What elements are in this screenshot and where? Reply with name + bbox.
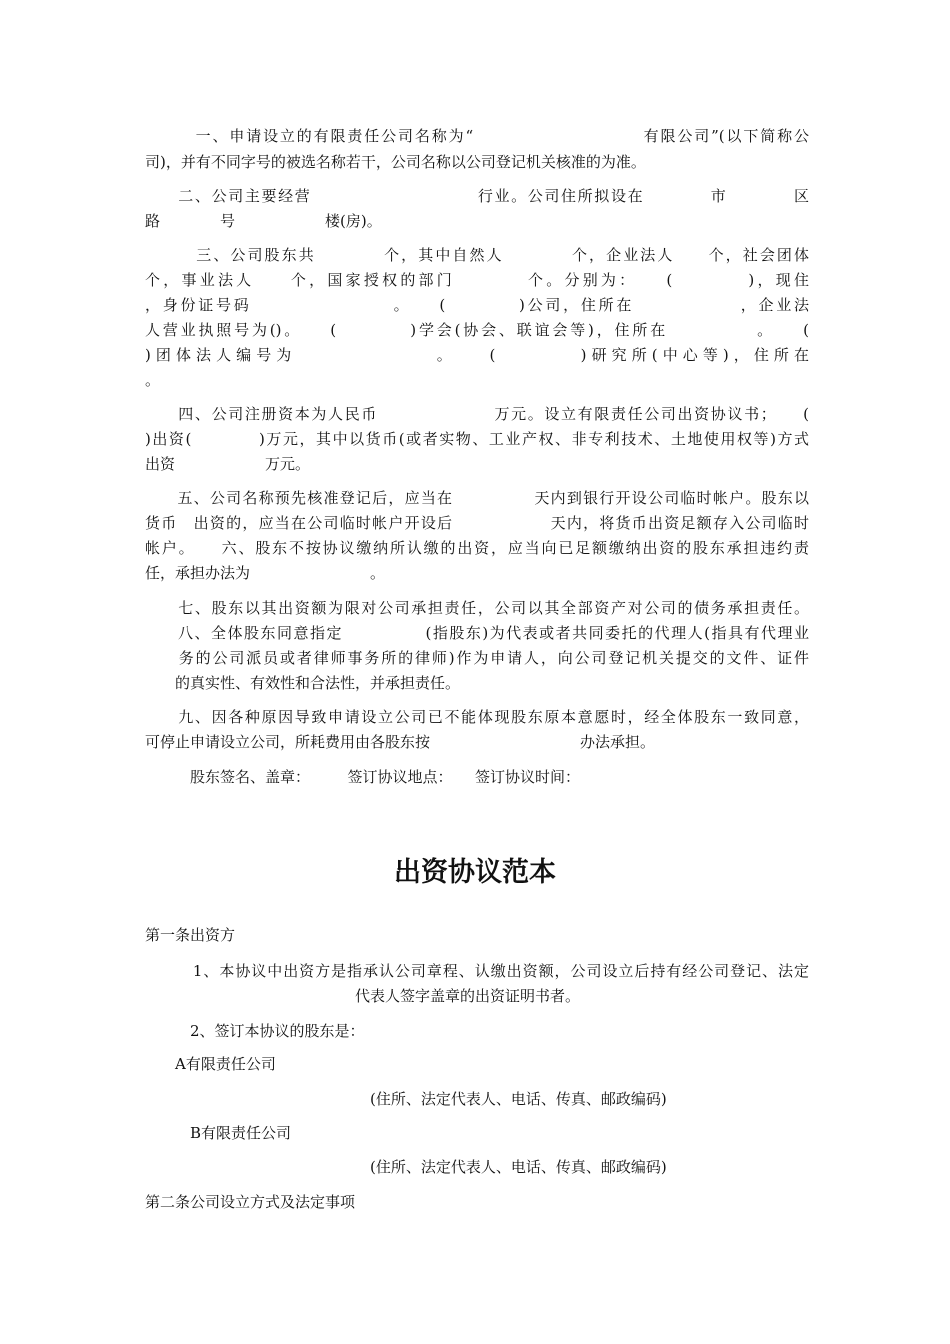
clause-8-line-1: 八、全体股东同意指定 (指股东)为代表或者共同委托的代理人(指具有代理业 <box>145 624 809 642</box>
clause-9-line-2: 可停止申请设立公司，所耗费用由各股东按 办法承担。 <box>145 733 656 751</box>
clause-3-line-3: ，身份证号码 。 ( )公司，住所在 ，企业法 <box>145 296 809 314</box>
clause-3-line-6: 。 <box>145 371 161 389</box>
clause-2-line-1: 二、公司主要经营 行业。公司住所拟设在 市 区 <box>145 187 809 205</box>
shareholder-a-details: (住所、法定代表人、电话、传真、邮政编码) <box>145 1090 667 1108</box>
clause-1-line-2: 司)，并有不同字号的被选名称若干，公司名称以公司登记机关核准的为准。 <box>145 153 646 171</box>
article-1-heading: 第一条出资方 <box>145 926 236 944</box>
clause-7-line-1: 七、股东以其出资额为限对公司承担责任，公司以其全部资产对公司的债务承担责任。 <box>145 599 809 617</box>
document-title: 出资协议范本 <box>394 857 556 888</box>
clause-3-line-1: 三、公司股东共 个，其中自然人 个，企业法人 个，社会团体 <box>145 246 809 264</box>
clause-8-line-2: 务的公司派员或者律师事务所的律师)作为申请人，向公司登记机关提交的文件、证件 <box>145 649 809 667</box>
clause-3-line-5: )团体法人编号为 。 ( )研究所(中心等)，住所在 <box>145 346 809 364</box>
article-1-item-1-line-2: 代表人签字盖章的出资证明书者。 <box>145 987 581 1005</box>
clause-9-line-1: 九、因各种原因导致申请设立公司已不能体现股东原本意愿时，经全体股东一致同意， <box>145 708 809 726</box>
article-1-item-2: 2、签订本协议的股东是： <box>145 1022 365 1040</box>
signature-line: 股东签名、盖章： 签订协议地点： 签订协议时间： <box>145 768 581 786</box>
clause-3-line-2: 个，事业法人 个，国家授权的部门 个。分别为： ( )，现住 <box>145 271 809 289</box>
clause-4-line-1: 四、公司注册资本为人民币 万元。设立有限责任公司出资协议书； ( <box>145 405 809 423</box>
clause-4-line-2: )出资( )万元，其中以货币(或者实物、工业产权、非专利技术、土地使用权等)方式 <box>145 430 809 448</box>
clause-6-line-2: 任，承担办法为 。 <box>145 564 386 582</box>
clause-8-line-3: 的真实性、有效性和合法性，并承担责任。 <box>145 674 461 692</box>
shareholder-b: B有限责任公司 <box>145 1124 292 1142</box>
clause-1-line-1: 一、申请设立的有限责任公司名称为“ 有限公司”(以下简称公 <box>145 127 809 145</box>
shareholder-b-details: (住所、法定代表人、电话、传真、邮政编码) <box>145 1158 667 1176</box>
clause-5-6-line-3: 帐户。 六、股东不按协议缴纳所认缴的出资，应当向已足额缴纳出资的股东承担违约责 <box>145 539 809 557</box>
clause-5-line-2: 货币 出资的，应当在公司临时帐户开设后 天内，将货币出资足额存入公司临时 <box>145 514 809 532</box>
clause-4-line-3: 出资 万元。 <box>145 455 311 473</box>
shareholder-a: A有限责任公司 <box>145 1055 276 1073</box>
clause-3-line-4: 人营业执照号为()。 ( )学会(协会、联谊会等)，住所在 。 ( <box>145 321 809 339</box>
article-1-item-1-line-1: 1、本协议中出资方是指承认公司章程、认缴出资额，公司设立后持有经公司登记、法定 <box>145 962 809 980</box>
article-2-heading: 第二条公司设立方式及法定事项 <box>145 1193 356 1211</box>
clause-2-line-2: 路 号 楼(房)。 <box>145 212 382 230</box>
clause-5-line-1: 五、公司名称预先核准登记后，应当在 天内到银行开设公司临时帐户。股东以 <box>145 489 809 507</box>
